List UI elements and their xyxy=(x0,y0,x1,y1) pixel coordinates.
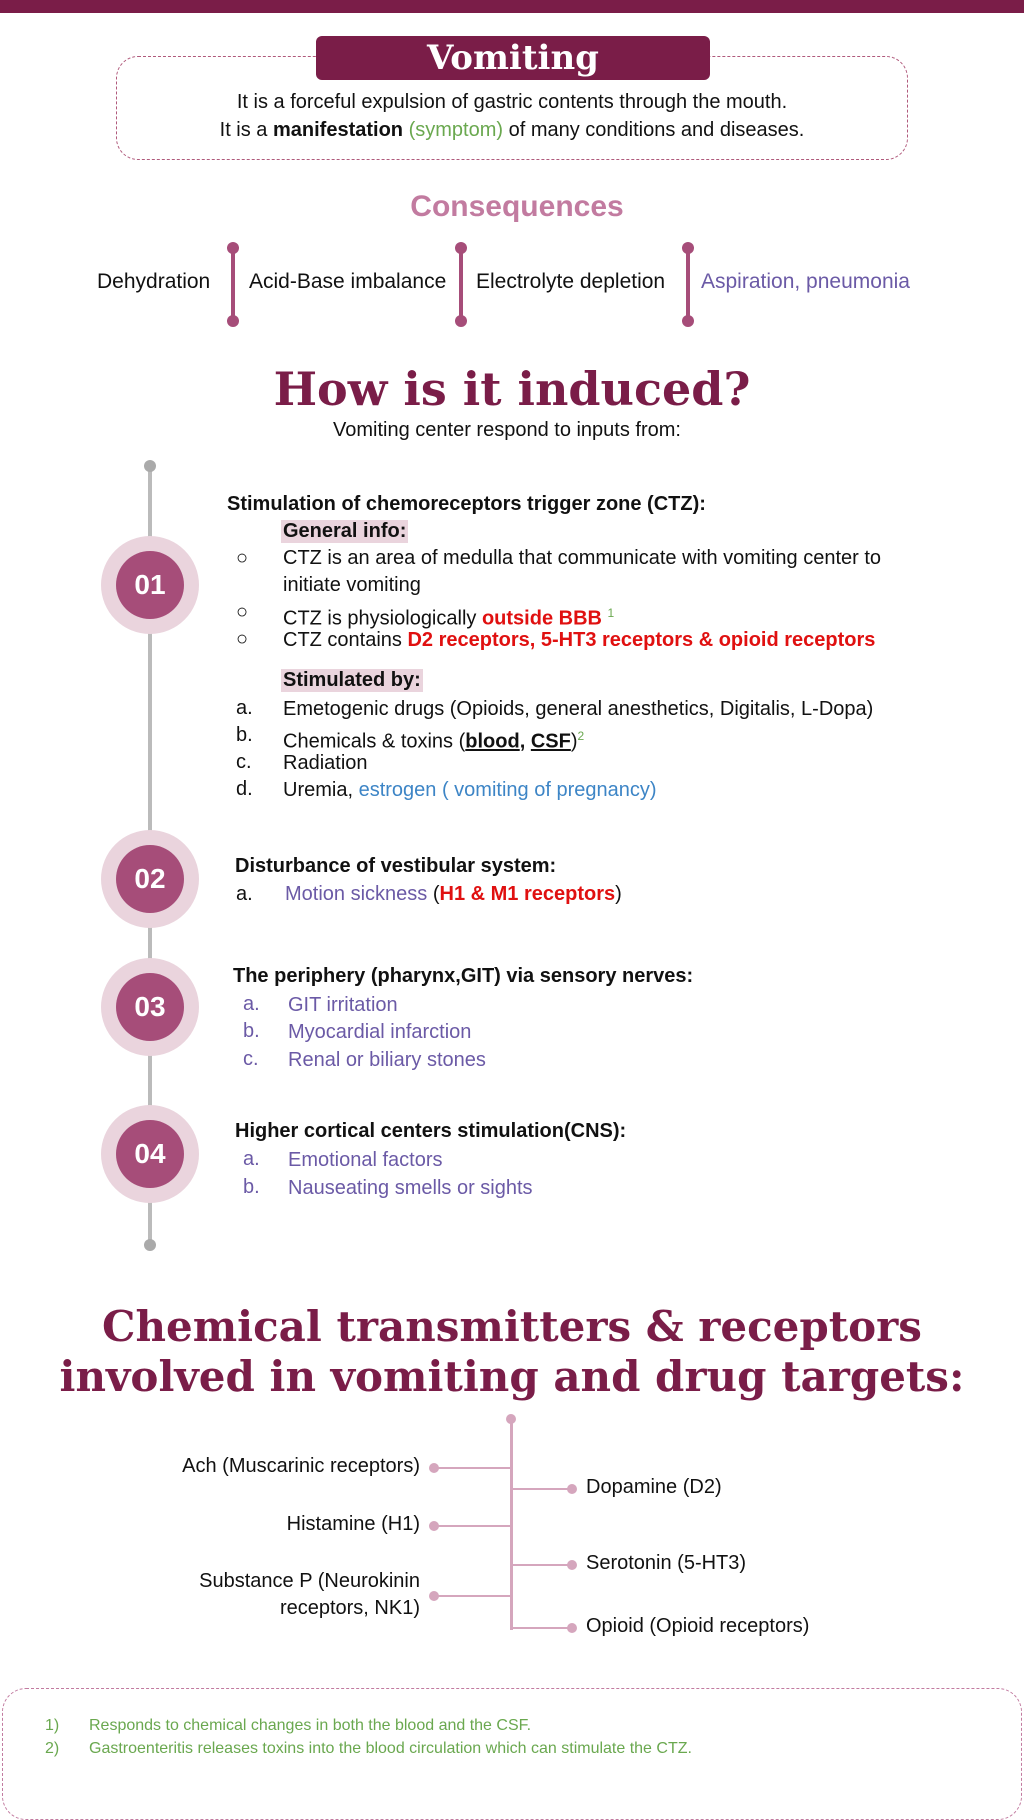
footnote-1: Responds to chemical changes in both the blood and the CSF. xyxy=(89,1717,532,1734)
top-bar xyxy=(0,0,1024,13)
periphery-item: Renal or biliary stones xyxy=(288,1049,486,1071)
tree-node-dot xyxy=(429,1463,439,1473)
definition-text xyxy=(116,88,908,144)
bullet-marker: ○ xyxy=(236,601,249,623)
motion-sickness: Motion sickness (H1 & M1 receptors) xyxy=(285,883,622,905)
list-marker: a. xyxy=(243,993,260,1015)
ctz-info-1: CTZ is an area of medulla that communicate with vomiting center to initiate vomiting xyxy=(283,547,882,596)
consequence-acid-base: Acid-Base imbalance xyxy=(249,270,447,293)
ctz-info-3: CTZ contains D2 receptors, 5-HT3 receptors & opioid receptors xyxy=(283,629,876,651)
chemical-title: Chemical transmitters & receptors involved in vomiting and drug targets: xyxy=(59,1302,965,1401)
transmitter-serotonin: Serotonin (5-HT3) xyxy=(586,1552,747,1574)
induced-title: How is it induced? xyxy=(273,362,751,416)
footnote-number: 2) xyxy=(45,1740,60,1757)
list-marker: b. xyxy=(236,724,253,746)
consequence-separator xyxy=(231,247,235,322)
tree-node-dot xyxy=(567,1623,577,1633)
symptom-note: (symptom) xyxy=(408,119,504,141)
tree-branch xyxy=(511,1627,573,1629)
tree-branch xyxy=(511,1564,573,1566)
consequence-separator xyxy=(459,247,463,322)
timeline-start-dot xyxy=(144,460,156,472)
list-marker: b. xyxy=(243,1020,260,1042)
step-badge-01: 01 xyxy=(101,536,199,634)
list-marker: a. xyxy=(236,883,253,905)
page-title: Vomiting xyxy=(316,36,710,80)
consequence-electrolyte: Electrolyte depletion xyxy=(476,270,666,293)
transmitter-substance-p: Substance P (Neurokinin receptors, NK1) xyxy=(199,1570,420,1619)
tree-branch xyxy=(435,1525,512,1527)
cns-item: Emotional factors xyxy=(288,1149,443,1171)
step-badge-02: 02 xyxy=(101,830,199,928)
tree-node-dot xyxy=(429,1521,439,1531)
step-badge-04: 04 xyxy=(101,1105,199,1203)
footnote-2: Gastroenteritis releases toxins into the blood circulation which can stimulate the CTZ. xyxy=(89,1740,692,1757)
stimulus-uremia: Uremia, estrogen ( vomiting of pregnancy) xyxy=(283,779,657,801)
stimulus-radiation: Radiation xyxy=(283,752,368,774)
list-marker: d. xyxy=(236,778,253,800)
bullet-marker: ○ xyxy=(236,628,249,650)
bullet-marker: ○ xyxy=(236,547,249,569)
stimulated-by-label: Stimulated by: xyxy=(283,669,421,691)
definition-line-2: It is a manifestation (symptom) of many conditions and diseases. xyxy=(219,119,805,141)
list-marker: a. xyxy=(236,697,253,719)
ctz-info-2: CTZ is physiologically outside BBB $^1$ xyxy=(283,606,615,630)
manifestation-word: manifestation xyxy=(273,119,404,141)
consequence-separator xyxy=(686,247,690,322)
periphery-heading: The periphery (pharynx,GIT) via sensory nerves: xyxy=(233,965,694,987)
consequences-title: Consequences xyxy=(410,190,624,223)
consequence-dehydration: Dehydration xyxy=(97,270,211,293)
tree-node-dot xyxy=(567,1560,577,1570)
footnote-number: 1) xyxy=(45,1717,60,1734)
list-marker: c. xyxy=(243,1048,259,1070)
tree-branch xyxy=(435,1595,512,1597)
tree-branch xyxy=(511,1488,573,1490)
transmitter-dopamine: Dopamine (D2) xyxy=(586,1476,722,1498)
transmitter-histamine: Histamine (H1) xyxy=(286,1513,420,1535)
list-marker: c. xyxy=(236,751,252,773)
stimulus-chemicals: Chemicals & toxins (blood, CSF)$^2$ xyxy=(283,729,585,753)
periphery-item: GIT irritation xyxy=(288,994,398,1016)
general-info-label: General info: xyxy=(283,520,407,542)
cns-heading: Higher cortical centers stimulation(CNS): xyxy=(235,1120,627,1142)
transmitter-ach: Ach (Muscarinic receptors) xyxy=(182,1455,420,1477)
vestibular-heading: Disturbance of vestibular system: xyxy=(235,855,557,877)
stimulus-drugs: Emetogenic drugs (Opioids, general anesthetics, Digitalis, L-Dopa) xyxy=(283,698,874,720)
tree-branch xyxy=(435,1467,512,1469)
periphery-item: Myocardial infarction xyxy=(288,1021,472,1043)
consequence-aspiration: Aspiration, pneumonia xyxy=(701,270,910,293)
induced-subtitle: Vomiting center respond to inputs from: xyxy=(333,419,681,441)
ctz-heading: Stimulation of chemoreceptors trigger zone (CTZ): xyxy=(227,493,706,515)
timeline-end-dot xyxy=(144,1239,156,1251)
tree-top-dot xyxy=(506,1414,516,1424)
transmitter-opioid: Opioid (Opioid receptors) xyxy=(586,1615,810,1637)
tree-node-dot xyxy=(567,1484,577,1494)
step-badge-03: 03 xyxy=(101,958,199,1056)
list-marker: b. xyxy=(243,1176,260,1198)
definition-line-1: It is a forceful expulsion of gastric contents through the mouth. xyxy=(236,91,788,113)
list-marker: a. xyxy=(243,1148,260,1170)
tree-node-dot xyxy=(429,1591,439,1601)
cns-item: Nauseating smells or sights xyxy=(288,1177,533,1199)
